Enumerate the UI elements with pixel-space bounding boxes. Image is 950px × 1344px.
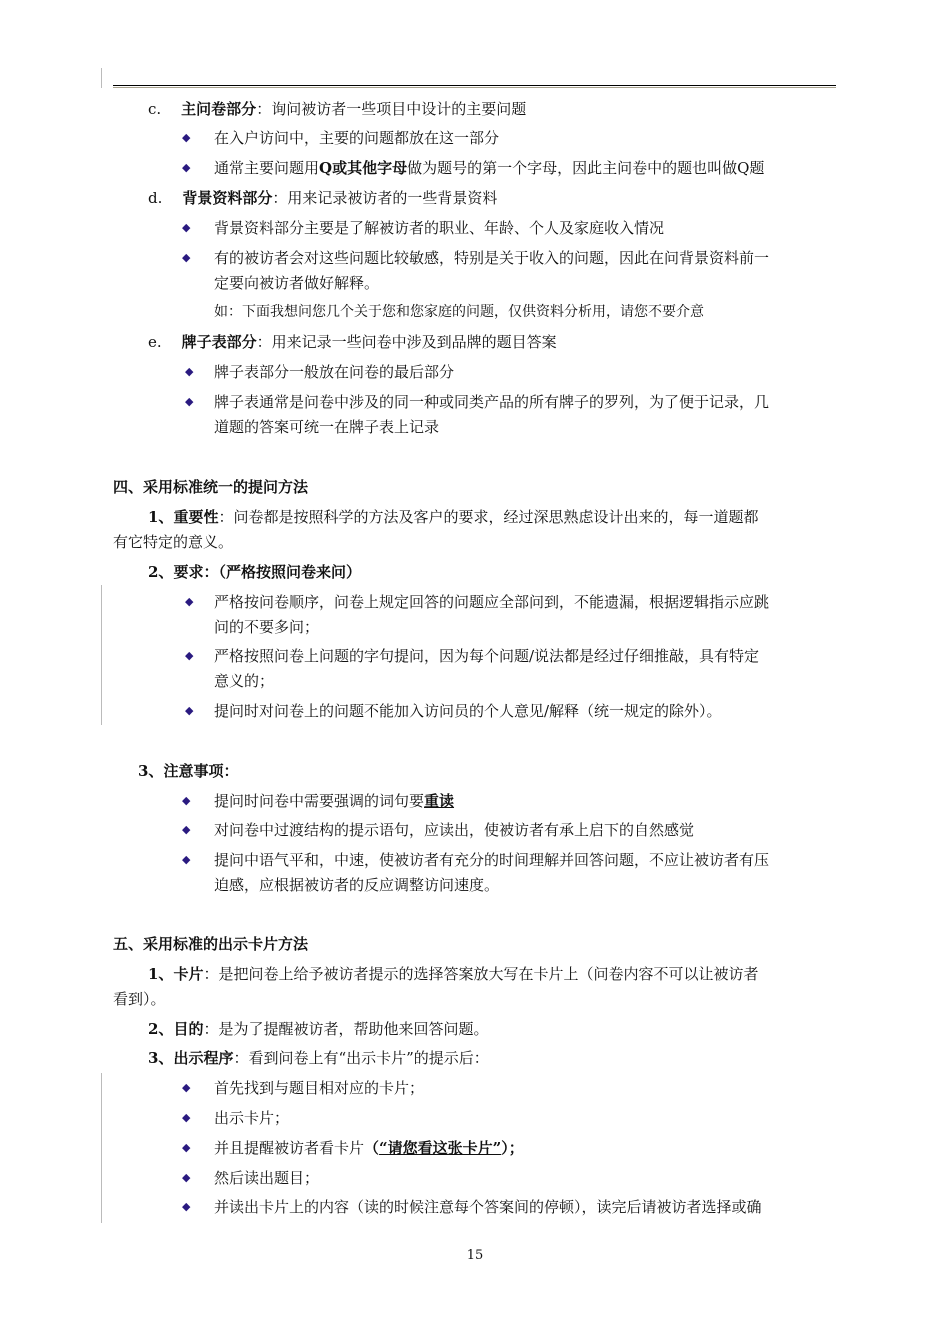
list-item: 严格按问卷顺序，问卷上规定回答的问题应全部问到，不能遗漏，根据逻辑指示应跳 [214, 593, 770, 611]
margin-bar [101, 585, 102, 725]
text-span: 并且提醒被访者看卡片 [214, 1139, 365, 1157]
list-item: 严格按照问卷上问题的字句提问，因为每个问题/说法都是经过仔细推敲，具有特定 [214, 647, 760, 665]
diamond-bullet-icon: ◆ [185, 595, 194, 608]
item-e [148, 332, 557, 352]
emphasis-span: “请您看这张卡片” [379, 1139, 502, 1157]
para-text: ：是为了提醒被访者，帮助他来回答问题。 [203, 1020, 489, 1038]
text-span: 做为题号的第一个字母，因此主问卷中的题也叫做Q题 [407, 159, 765, 177]
diamond-bullet-icon: ◆ [185, 395, 194, 408]
list-item: 并读出卡片上的内容（读的时候注意每个答案间的停顿），读完后请被访者选择或确 [214, 1198, 762, 1216]
para-text: ：看到问卷上有“出示卡片”的提示后： [233, 1049, 489, 1067]
diamond-bullet-icon: ◆ [182, 853, 191, 866]
page-number: 15 [466, 1248, 484, 1263]
item-text: ：询问被访者一些项目中设计的主要问题 [256, 100, 527, 118]
list-item-cont: 道题的答案可统一在牌子表上记录 [214, 418, 440, 436]
item-label: 牌子表部分 [181, 333, 257, 351]
item-text: ：用来记录一些问卷中涉及到品牌的题目答案 [256, 333, 557, 351]
list-item-cont: 问的不要多问； [214, 618, 320, 636]
list-item-cont: 定要向被访者做好解释。 [214, 274, 380, 292]
diamond-bullet-icon: ◆ [182, 131, 191, 144]
diamond-bullet-icon: ◆ [182, 1171, 191, 1184]
para-text: ：是把问卷上给予被访者提示的选择答案放大写在卡片上（问卷内容不可以让被访者 [203, 965, 759, 983]
list-item-cont: 意义的； [214, 672, 275, 690]
list-item: 然后读出题目； [214, 1169, 320, 1187]
bold-span: ）； [501, 1139, 524, 1157]
list-item: 提问时对问卷上的问题不能加入访问员的个人意见/解释（统一规定的除外）。 [214, 702, 722, 720]
text-span: 通常主要问题用 [214, 159, 320, 177]
diamond-bullet-icon: ◆ [182, 221, 191, 234]
para-number: 3、 [148, 1049, 174, 1067]
list-item: 在入户访问中，主要的问题都放在这一部分 [214, 129, 500, 147]
bold-span: Q或其他字母 [319, 159, 408, 177]
margin-bar [101, 1073, 102, 1223]
para-label: 重要性 [173, 508, 219, 526]
list-item [214, 1138, 524, 1158]
diamond-bullet-icon: ◆ [182, 161, 191, 174]
list-item-cont: 迫感，应根据被访者的反应调整访问速度。 [214, 876, 500, 894]
paragraph [138, 761, 238, 781]
diamond-bullet-icon: ◆ [182, 823, 191, 836]
list-marker: e. [148, 333, 162, 351]
list-item: 出示卡片； [214, 1109, 290, 1127]
list-item [214, 791, 454, 811]
diamond-bullet-icon: ◆ [185, 649, 194, 662]
item-label: 背景资料部分 [182, 189, 273, 207]
para-label: 要求：（严格按照问卷来问） [173, 563, 361, 581]
list-item: 背景资料部分主要是了解被访者的职业、年龄、个人及家庭收入情况 [214, 219, 665, 237]
item-c [148, 99, 526, 119]
list-item [214, 158, 764, 178]
para-label: 出示程序 [173, 1049, 234, 1067]
para-number: 3、 [138, 762, 164, 780]
paragraph [148, 562, 361, 582]
list-item: 首先找到与题目相对应的卡片； [214, 1079, 425, 1097]
paragraph-cont: 有它特定的意义。 [113, 533, 234, 551]
text-span: 提问时问卷中需要强调的词句要 [214, 792, 425, 810]
para-label: 注意事项： [163, 762, 239, 780]
header-rule [113, 85, 836, 86]
item-text: ：用来记录被访者的一些背景资料 [272, 189, 498, 207]
diamond-bullet-icon: ◆ [182, 251, 191, 264]
margin-bar [101, 68, 102, 88]
diamond-bullet-icon: ◆ [182, 1141, 191, 1154]
section-heading: 四、采用标准统一的提问方法 [113, 478, 309, 496]
paragraph [148, 507, 758, 527]
diamond-bullet-icon: ◆ [182, 1081, 191, 1094]
para-label: 目的 [173, 1020, 204, 1038]
list-item: 对问卷中过渡结构的提示语句，应读出，使被访者有承上启下的自然感觉 [214, 821, 695, 839]
bold-span: （ [364, 1139, 380, 1157]
diamond-bullet-icon: ◆ [185, 365, 194, 378]
item-label: 主问卷部分 [181, 100, 257, 118]
diamond-bullet-icon: ◆ [185, 704, 194, 717]
list-marker: d. [148, 189, 163, 207]
paragraph [148, 964, 758, 984]
diamond-bullet-icon: ◆ [182, 1200, 191, 1213]
paragraph [148, 1019, 488, 1039]
emphasis-span: 重读 [424, 792, 455, 810]
para-number: 2、 [148, 563, 174, 581]
paragraph-cont: 看到）。 [113, 990, 166, 1008]
para-label: 卡片 [173, 965, 204, 983]
list-item: 牌子表通常是问卷中涉及的同一种或同类产品的所有牌子的罗列，为了便于记录，几 [214, 393, 770, 411]
list-item: 牌子表部分一般放在问卷的最后部分 [214, 363, 455, 381]
diamond-bullet-icon: ◆ [182, 794, 191, 807]
item-d [148, 188, 497, 208]
paragraph [148, 1048, 489, 1068]
example-text: 如：下面我想问您几个关于您和您家庭的问题，仅供资料分析用，请您不要介意 [214, 304, 704, 320]
section-heading: 五、采用标准的出示卡片方法 [113, 935, 309, 953]
para-number: 2、 [148, 1020, 174, 1038]
para-number: 1、 [148, 508, 174, 526]
list-marker: c. [148, 100, 162, 118]
diamond-bullet-icon: ◆ [182, 1111, 191, 1124]
para-number: 1、 [148, 965, 174, 983]
list-item: 提问中语气平和，中速，使被访者有充分的时间理解并回答问题，不应让被访者有压 [214, 851, 770, 869]
para-text: ：问卷都是按照科学的方法及客户的要求，经过深思熟虑设计出来的，每一道题都 [218, 508, 759, 526]
list-item: 有的被访者会对这些问题比较敏感，特别是关于收入的问题，因此在问背景资料前一 [214, 249, 770, 267]
